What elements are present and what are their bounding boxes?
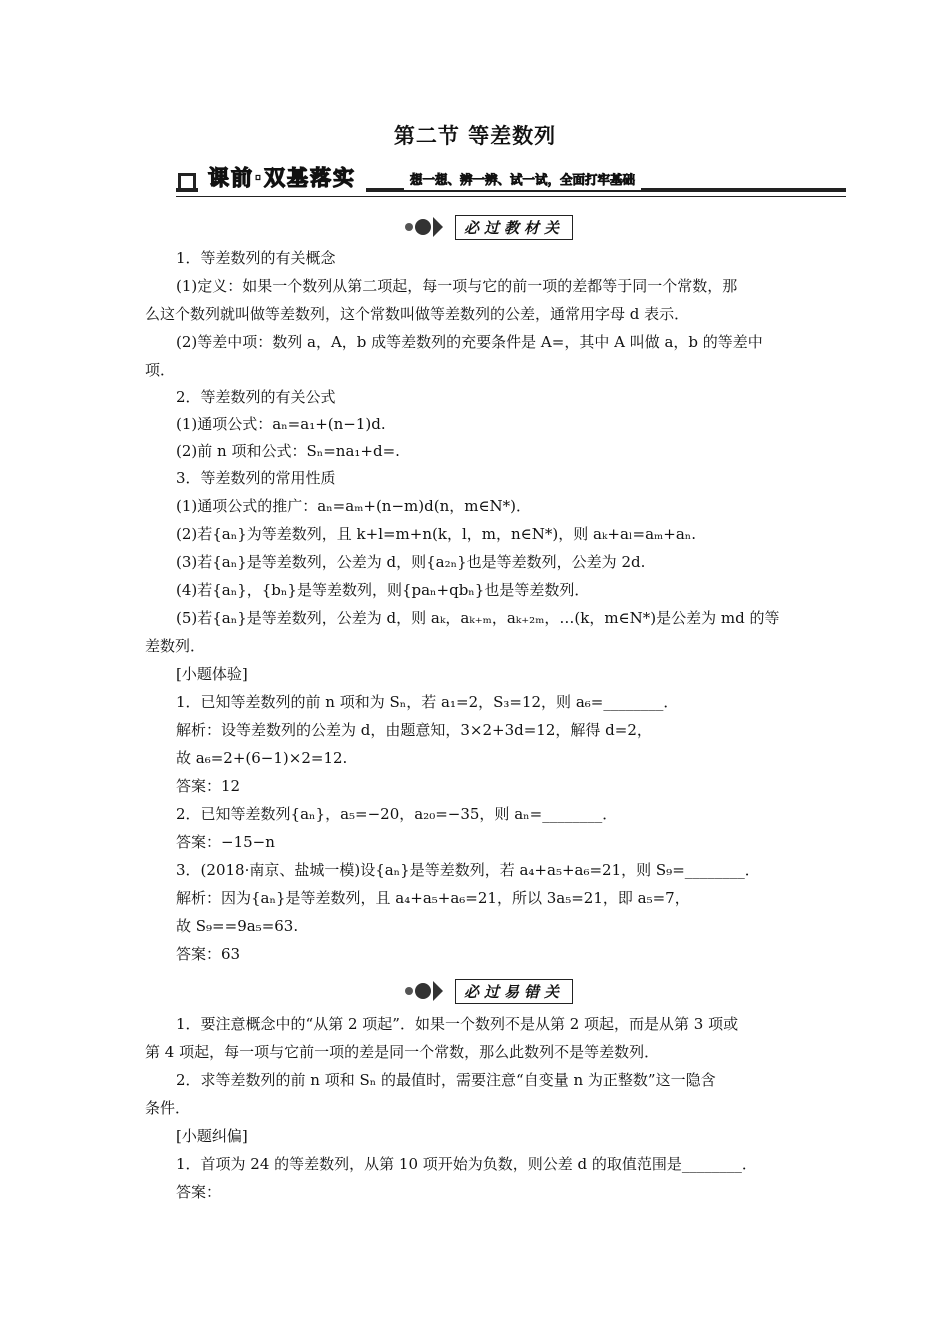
page-title: 第二节 等差数列 [393, 124, 557, 148]
text-line: 3．(2018·南京、盐城一模)设{aₙ}是等差数列，若 a₄+a₅+a₆=21，则 S₉=________． [176, 861, 760, 879]
text-line: 2．等差数列的有关公式 [176, 388, 336, 406]
section-label: 必过易错关 [455, 979, 573, 1004]
banner-title: 课前·双基落实 [198, 164, 366, 192]
text-line: [小题纠偏] [176, 1127, 248, 1145]
text-line: (4)若{aₙ}，{bₙ}是等差数列，则{paₙ+qbₙ}也是等差数列． [176, 581, 590, 599]
section-label: 必过教材关 [455, 215, 573, 240]
text-line: 故 a₆=2+(6−1)×2=12. [176, 749, 348, 767]
text-line: (5)若{aₙ}是等差数列，公差为 d，则 aₖ，aₖ₊ₘ，aₖ₊₂ₘ，…(k，m∈N*)是公差为 md 的等 [176, 609, 780, 627]
text-line: 答案：63 [176, 945, 241, 963]
text-line: 第 4 项起，每一项与它前一项的差是同一个常数，那么此数列不是等差数列． [145, 1043, 660, 1061]
text-line: 故 S₉==9a₅=63. [176, 917, 299, 935]
text-line: 么这个数列就叫做等差数列，这个常数叫做等差数列的公差，通常用字母 d 表示． [145, 305, 690, 323]
text-line: 解析：因为{aₙ}是等差数列，且 a₄+a₅+a₆=21，所以 3a₅=21，即 a₅=7， [176, 889, 690, 907]
text-line: 1．首项为 24 的等差数列，从第 10 项开始为负数，则公差 d 的取值范围是________． [176, 1155, 757, 1173]
text-line: (2)前 n 项和公式：Sₙ=na₁+d=. [176, 442, 400, 460]
dots-arrow-icon [405, 981, 443, 1001]
banner-left-hook-icon [178, 173, 196, 192]
dots-arrow-icon [405, 217, 443, 237]
text-line: 答案：−15−n [176, 833, 275, 851]
text-line: (2)若{aₙ}为等差数列，且 k+l=m+n(k，l，m，n∈N*)，则 aₖ+aₗ=aₘ+aₙ. [176, 525, 697, 543]
text-line: 答案： [176, 1183, 222, 1201]
text-line: 1．等差数列的有关概念 [176, 249, 336, 267]
text-line: 项． [145, 361, 176, 379]
text-line: 差数列． [145, 637, 206, 655]
text-line: (3)若{aₙ}是等差数列，公差为 d，则{a₂ₙ}也是等差数列，公差为 2d. [176, 553, 646, 571]
text-line: (1)通项公式：aₙ=a₁+(n−1)d. [176, 415, 386, 433]
text-line: 2．已知等差数列{aₙ}，a₅=−20，a₂₀=−35，则 aₙ=________． [176, 805, 618, 823]
text-line: 2．求等差数列的前 n 项和 Sₙ 的最值时，需要注意“自变量 n 为正整数”这一隐含 [176, 1071, 716, 1089]
text-line: 3．等差数列的常用性质 [176, 469, 336, 487]
text-line: 答案：12 [176, 777, 241, 795]
text-line: 1．已知等差数列的前 n 项和为 Sₙ，若 a₁=2，S₃=12，则 a₆=________． [176, 693, 679, 711]
banner-subtitle: 想一想、辨一辨、试一试，全面打牢基础 [404, 170, 641, 190]
text-line: 1．要注意概念中的“从第 2 项起”．如果一个数列不是从第 2 项起，而是从第 3 项或 [176, 1015, 739, 1033]
text-line: (1)通项公式的推广：aₙ=aₘ+(n−m)d(n，m∈N*)． [176, 497, 532, 515]
banner-rule-thin [176, 196, 846, 197]
section-header-textbook [405, 214, 573, 240]
text-line: 条件． [145, 1099, 191, 1117]
text-line: 解析：设等差数列的公差为 d，由题意知，3×2+3d=12，解得 d=2， [176, 721, 652, 739]
text-line: (1)定义：如果一个数列从第二项起，每一项与它的前一项的差都等于同一个常数，那 [176, 277, 738, 295]
text-line: (2)等差中项：数列 a，A，b 成等差数列的充要条件是 A=，其中 A 叫做 a，b 的等差中 [176, 333, 763, 351]
text-line: [小题体验] [176, 665, 248, 683]
section-header-errors [405, 978, 573, 1004]
section-banner [176, 164, 846, 198]
